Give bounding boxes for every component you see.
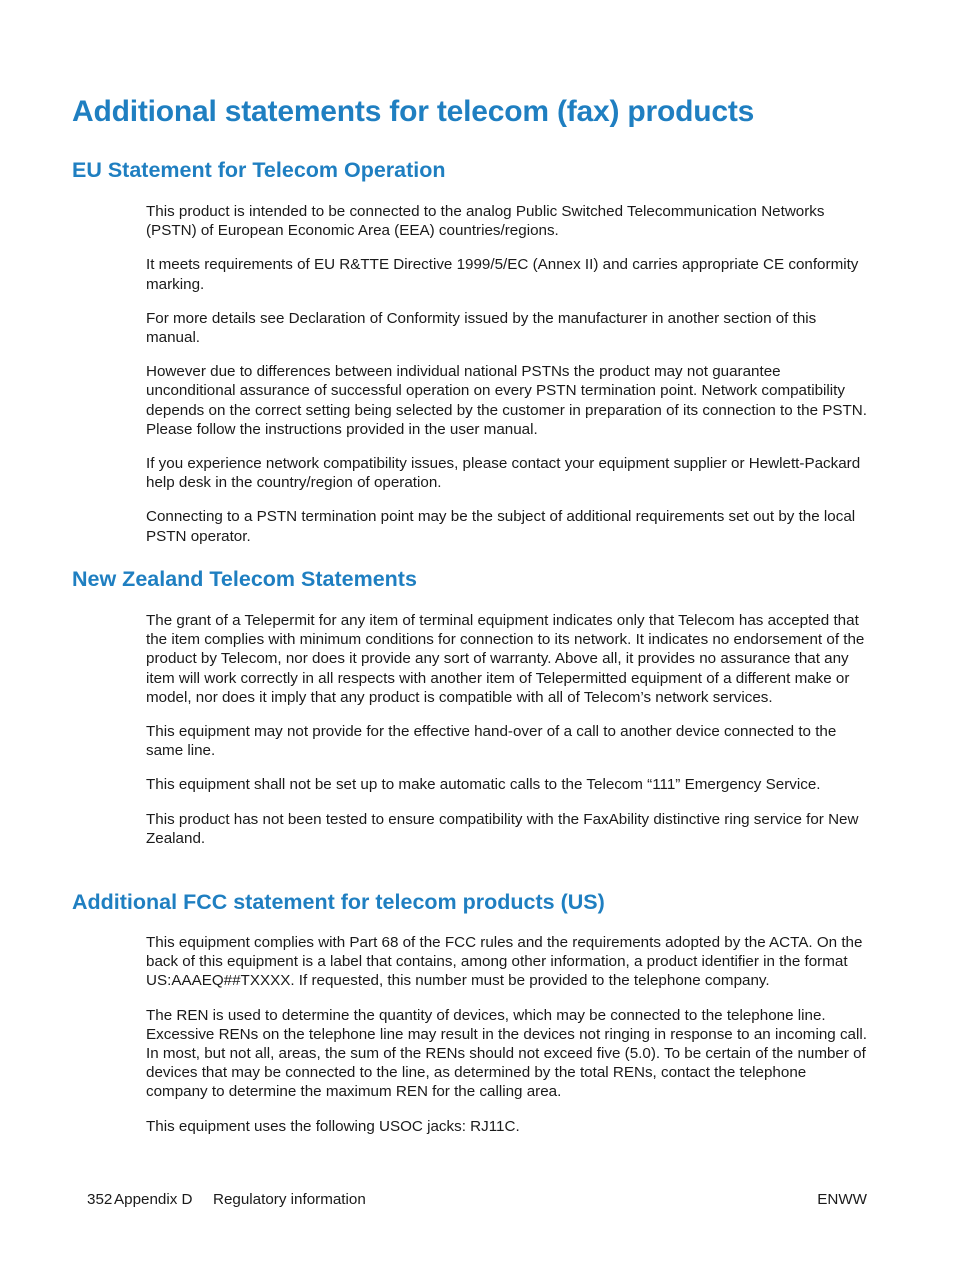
paragraph: This equipment shall not be set up to make automatic calls to the Telecom “111” Emergency Service.	[146, 776, 821, 794]
section-body-new-zealand	[146, 611, 870, 863]
paragraph: This equipment complies with Part 68 of the FCC rules and the requirements adopted by the ACTA. On the back of this equipment is a label that contains, among other information, a product identifier in the format US:AAAEQ##TXXXX. If requested, this number must be provided to the telephone company.	[146, 934, 863, 990]
paragraph: The grant of a Telepermit for any item of terminal equipment indicates only that Telecom has accepted that the item complies with minimum conditions for connection to its network. It indicates no endorsement of the product by Telecom, nor does it provide any sort of warranty. Above all, it provides no assurance that any item will work correctly in all respects with another item of Telepermitted equipment of a different make or model, nor does it imply that any product is compatible with all of Telecom’s network services.	[146, 612, 865, 706]
section-body-eu	[146, 202, 870, 561]
paragraph: This product has not been tested to ensure compatibility with the FaxAbility distinctive ring service for New Zealand.	[146, 810, 859, 847]
page-title: Additional statements for telecom (fax) products	[72, 95, 755, 128]
footer-doc-code: ENWW	[817, 1191, 867, 1208]
section-body-fcc	[146, 933, 870, 1151]
section-heading-eu: EU Statement for Telecom Operation	[72, 158, 446, 182]
paragraph: If you experience network compatibility issues, please contact your equipment supplier or Hewlett-Packard help desk in the country/region of operation.	[146, 455, 861, 492]
paragraph: This equipment may not provide for the effective hand-over of a call to another device connected to the same line.	[146, 723, 837, 760]
paragraph: However due to differences between individual national PSTNs the product may not guarantee unconditional assurance of successful operation on every PSTN termination point. Network compatibility depends on the correct setting being selected by the customer in preparation of its connection to the PSTN. Please follow the instructions provided in the user manual.	[146, 363, 867, 438]
paragraph: The REN is used to determine the quantity of devices, which may be connected to the telephone line. Excessive RENs on the telephone line may result in the devices not ringing in response to an incoming call. In most, but not all, areas, the sum of the RENs should not exceed five (5.0). To be certain of the number of devices that may be connected to the line, as determined by the total RENs, contact the telephone company to determine the maximum REN for the calling area.	[146, 1006, 867, 1101]
paragraph: This product is intended to be connected to the analog Public Switched Telecommunication Networks (PSTN) of European Economic Area (EEA) countries/regions.	[146, 203, 825, 240]
page-footer	[87, 1190, 867, 1210]
footer-chapter: Appendix D	[114, 1191, 193, 1208]
section-heading-new-zealand: New Zealand Telecom Statements	[72, 567, 417, 591]
paragraph: This equipment uses the following USOC jacks: RJ11C.	[146, 1117, 520, 1135]
page-number: 352	[87, 1191, 113, 1208]
paragraph: For more details see Declaration of Conformity issued by the manufacturer in another section of this manual.	[146, 309, 817, 347]
section-heading-fcc: Additional FCC statement for telecom products (US)	[72, 890, 605, 914]
paragraph: It meets requirements of EU R&TTE Directive 1999/5/EC (Annex II) and carries appropriate CE conformity marking.	[146, 256, 859, 293]
footer-section: Regulatory information	[213, 1191, 366, 1208]
paragraph: Connecting to a PSTN termination point may be the subject of additional requirements set out by the local PSTN operator.	[146, 508, 856, 545]
